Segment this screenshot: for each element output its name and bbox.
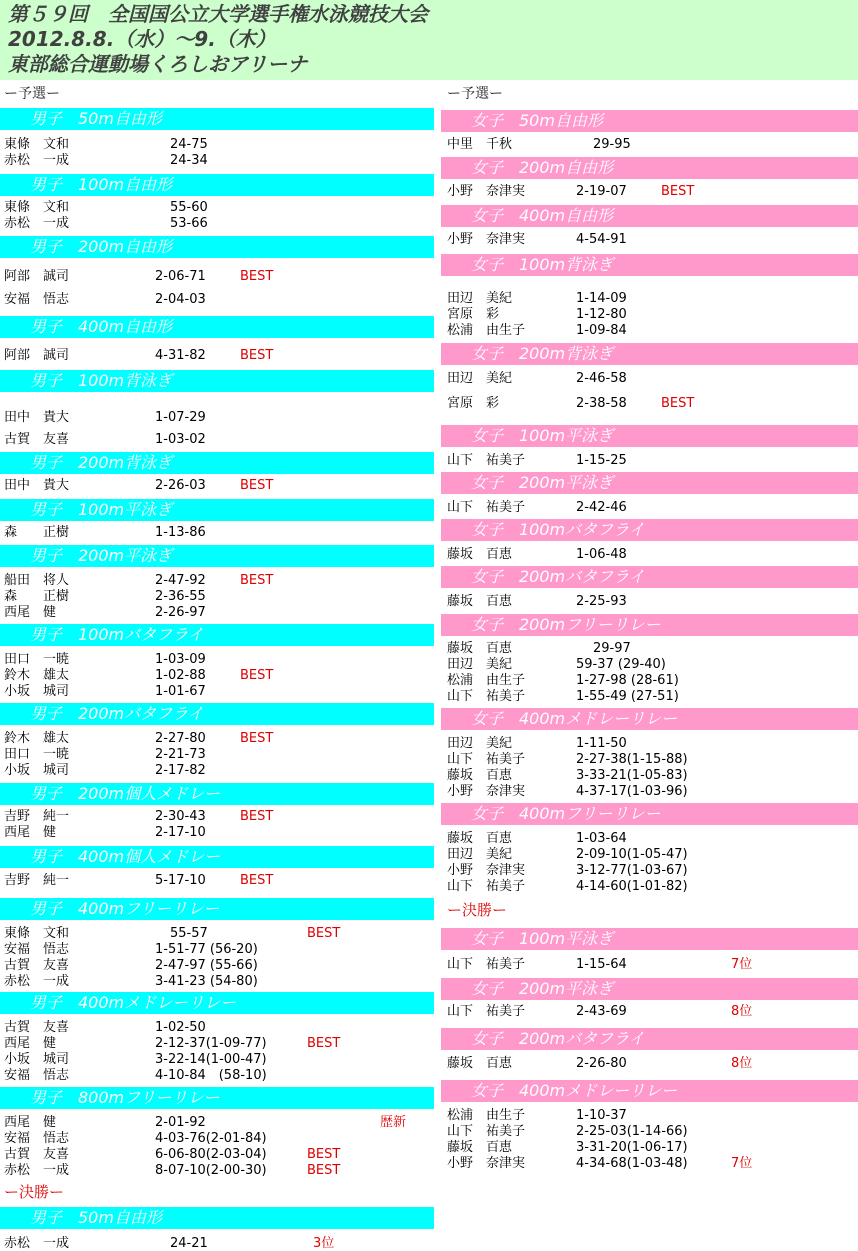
event-title: 男子 800mフリーリレー [30,1088,220,1107]
event-bar [441,425,858,447]
result-row [0,478,434,493]
event-bar [0,846,434,868]
result-row [441,752,858,767]
meet-title: 第５９回 全国国公立大学選手権水泳競技大会 [8,2,428,26]
result-row [441,1124,858,1139]
swimmer-name: 藤坂 百恵 [447,1056,513,1071]
swimmer-name: 西尾 健 [4,825,57,840]
swimmer-name: 小野 奈津実 [447,784,526,799]
event-title: 女子 100m背泳ぎ [471,255,614,274]
result-time: 1-10-37 [576,1108,627,1123]
result-row [0,153,434,168]
swimmer-name: 小坂 城司 [4,763,70,778]
result-time: 4-03-76(2-01-84) [155,1131,267,1146]
event-bar [0,898,434,920]
event-title: 女子 100m平泳ぎ [471,426,614,445]
swimmer-name: 古賀 友喜 [4,1147,70,1162]
swimmer-name: 西尾 健 [4,1036,57,1051]
result-time: 2-27-80 [155,731,206,746]
result-row [0,137,434,152]
result-note: BEST [240,478,274,493]
result-row [0,873,434,888]
event-title: 男子 100mバタフライ [30,625,204,644]
swimmer-name: 鈴木 雄太 [4,668,70,683]
result-row [441,184,858,199]
result-row [441,371,858,386]
result-row [0,731,434,746]
result-row [441,453,858,468]
swimmer-name: 小野 奈津実 [447,1156,526,1171]
swimmer-name: 西尾 健 [4,605,57,620]
swimmer-name: 東條 文和 [4,926,70,941]
event-title: 女子 200m背泳ぎ [471,344,614,363]
meet-venue: 東部総合運動場くろしおアリーナ [8,52,308,76]
result-row [441,1004,858,1019]
result-time: 59-37 (29-40) [576,657,666,672]
result-row [441,768,858,783]
result-note: 7位 [731,1156,753,1171]
result-time: 6-06-80(2-03-04) [155,1147,267,1162]
event-title: 女子 200m平泳ぎ [471,473,614,492]
event-bar [0,108,434,130]
result-time: 4-34-68(1-03-48) [576,1156,688,1171]
event-bar [441,566,858,588]
result-row [0,1115,434,1130]
swimmer-name: 吉野 純一 [4,873,70,888]
result-time: 1-51-77 (56-20) [155,942,258,957]
result-row [0,1131,434,1146]
result-row [0,216,434,231]
result-row [441,1156,858,1171]
result-row [0,652,434,667]
result-row [0,605,434,620]
swimmer-name: 藤坂 百恵 [447,594,513,609]
result-time: 1-01-67 [155,684,206,699]
event-title: 女子 100mバタフライ [471,520,645,539]
result-time: 2-09-10(1-05-47) [576,847,688,862]
result-row [0,825,434,840]
swimmer-name: 赤松 一成 [4,216,70,231]
result-row [0,1163,434,1178]
swimmer-name: 田中 貴大 [4,410,70,425]
event-bar [441,614,858,636]
result-time: 1-27-98 (28-61) [576,673,679,688]
event-bar [0,624,434,646]
result-row [0,926,434,941]
result-row [441,594,858,609]
result-row [441,689,858,704]
swimmer-name: 阿部 誠司 [4,348,70,363]
event-title: 男子 100m背泳ぎ [30,371,173,390]
event-title: 女子 400mメドレーリレー [471,1081,678,1100]
result-time: 4-14-60(1-01-82) [576,879,688,894]
swimmer-name: 藤坂 百恵 [447,1140,513,1155]
result-time: 1-13-86 [155,525,206,540]
result-note: BEST [240,668,274,683]
result-time: 4-31-82 [155,348,206,363]
result-time: 2-36-55 [155,589,206,604]
result-row [0,809,434,824]
event-bar [441,472,858,494]
swimmer-name: 安福 悟志 [4,1068,70,1083]
event-bar [0,236,434,258]
result-row [0,1020,434,1035]
result-row [441,736,858,751]
swimmer-name: 船田 将人 [4,573,70,588]
result-time: 1-15-25 [576,453,627,468]
event-bar [0,452,434,474]
result-row [441,1056,858,1071]
result-time: 1-02-88 [155,668,206,683]
event-title: 女子 200mフリーリレー [471,615,661,634]
result-time: 3-33-21(1-05-83) [576,768,688,783]
event-bar [441,157,858,179]
event-bar [441,1028,858,1050]
swimmer-name: 松浦 由生子 [447,1108,526,1123]
event-bar [0,703,434,725]
result-note: BEST [307,1147,341,1162]
event-title: 女子 100m平泳ぎ [471,929,614,948]
result-time: 2-17-10 [155,825,206,840]
result-row [441,831,858,846]
event-bar [441,254,858,276]
swimmer-name: 田辺 美紀 [447,847,513,862]
swimmer-name: 赤松 一成 [4,1163,70,1178]
result-row [441,500,858,515]
swimmer-name: 藤坂 百恵 [447,831,513,846]
swimmer-name: 安福 悟志 [4,1131,70,1146]
event-title: 女子 200mバタフライ [471,567,645,586]
final-label: ー決勝ー [4,1183,65,1201]
swimmer-name: 東條 文和 [4,200,70,215]
meet-header [0,0,858,80]
result-row [0,1236,434,1251]
result-note: BEST [240,873,274,888]
event-title: 男子 100m平泳ぎ [30,500,173,519]
swimmer-name: 古賀 友喜 [4,1020,70,1035]
event-bar [0,992,434,1014]
result-note: BEST [240,269,274,284]
swimmer-name: 山下 祐美子 [447,1004,526,1019]
result-row [0,292,434,307]
event-bar [0,174,434,196]
result-row [0,410,434,425]
result-time: 2-26-97 [155,605,206,620]
result-time: 2-19-07 [576,184,627,199]
result-row [0,763,434,778]
result-row [441,396,858,411]
result-time: 4-10-84 (58-10) [155,1068,267,1083]
swimmer-name: 鈴木 雄太 [4,731,70,746]
result-row [0,432,434,447]
result-row [441,784,858,799]
result-time: 4-54-91 [576,232,627,247]
event-bar [441,803,858,825]
result-row [0,1147,434,1162]
result-row [441,863,858,878]
result-time: 1-09-84 [576,323,627,338]
swimmer-name: 山下 祐美子 [447,957,526,972]
result-time: 1-07-29 [155,410,206,425]
result-row [0,958,434,973]
event-title: 男子 400m自由形 [30,317,173,336]
result-time: 2-47-97 (55-66) [155,958,258,973]
event-bar [0,545,434,567]
swimmer-name: 田辺 美紀 [447,657,513,672]
result-time: 29-97 [593,641,631,656]
result-row [0,1036,434,1051]
event-title: 女子 200m平泳ぎ [471,979,614,998]
result-row [441,1108,858,1123]
swimmer-name: 藤坂 百恵 [447,641,513,656]
swimmer-name: 山下 祐美子 [447,500,526,515]
result-row [0,525,434,540]
event-title: 女子 400mフリーリレー [471,804,661,823]
swimmer-name: 安福 悟志 [4,942,70,957]
event-bar [441,928,858,950]
result-time: 2-43-69 [576,1004,627,1019]
swimmer-name: 古賀 友喜 [4,432,70,447]
result-row [441,879,858,894]
result-note: 歴新 [380,1115,407,1130]
result-time: 2-01-92 [155,1115,206,1130]
result-time: 1-14-09 [576,291,627,306]
event-title: 男子 50m自由形 [30,109,162,128]
result-time: 1-03-64 [576,831,627,846]
event-title: 女子 50m自由形 [471,111,603,130]
result-note: BEST [307,1036,341,1051]
result-time: 2-06-71 [155,269,206,284]
result-time: 2-42-46 [576,500,627,515]
event-bar [0,783,434,805]
swimmer-name: 森 正樹 [4,525,70,540]
result-time: 3-31-20(1-06-17) [576,1140,688,1155]
result-row [0,200,434,215]
swimmer-name: 小野 奈津実 [447,184,526,199]
event-title: 女子 200m自由形 [471,158,614,177]
result-time: 2-46-58 [576,371,627,386]
swimmer-name: 山下 祐美子 [447,453,526,468]
result-time: 1-55-49 (27-51) [576,689,679,704]
heat-label: ー予選ー [447,86,503,102]
event-title: 女子 400m自由形 [471,206,614,225]
swimmer-name: 田辺 美紀 [447,736,513,751]
swimmer-name: 田中 貴大 [4,478,70,493]
result-time: 24-34 [170,153,208,168]
event-title: 女子 400mメドレーリレー [471,709,678,728]
event-bar [441,978,858,1000]
event-bar [0,499,434,521]
result-row [441,323,858,338]
result-time: 29-95 [593,137,631,152]
swimmer-name: 松浦 由生子 [447,673,526,688]
event-title: 男子 100m自由形 [30,175,173,194]
swimmer-name: 安福 悟志 [4,292,70,307]
result-note: 7位 [731,957,753,972]
result-row [0,1052,434,1067]
result-row [441,657,858,672]
result-time: 1-15-64 [576,957,627,972]
result-row [441,232,858,247]
event-title: 男子 400mフリーリレー [30,899,220,918]
swimmer-name: 小野 奈津実 [447,232,526,247]
event-title: 男子 200mバタフライ [30,704,204,723]
event-title: 男子 200m背泳ぎ [30,453,173,472]
result-row [0,747,434,762]
event-bar [441,110,858,132]
result-time: 1-03-09 [155,652,206,667]
event-bar [0,316,434,338]
result-time: 3-41-23 (54-80) [155,974,258,989]
result-row [0,348,434,363]
swimmer-name: 松浦 由生子 [447,323,526,338]
result-time: 2-04-03 [155,292,206,307]
result-time: 2-26-03 [155,478,206,493]
swimmer-name: 山下 祐美子 [447,689,526,704]
result-note: 8位 [731,1056,753,1071]
swimmer-name: 赤松 一成 [4,153,70,168]
swimmer-name: 森 正樹 [4,589,70,604]
result-row [441,957,858,972]
result-time: 53-66 [170,216,208,231]
event-bar [441,1080,858,1102]
result-note: 8位 [731,1004,753,1019]
event-title: 男子 400m個人メドレー [30,847,221,866]
result-note: BEST [307,926,341,941]
result-time: 2-25-03(1-14-66) [576,1124,688,1139]
result-row [0,1068,434,1083]
result-row [0,269,434,284]
result-time: 2-26-80 [576,1056,627,1071]
result-time: 24-75 [170,137,208,152]
swimmer-name: 山下 祐美子 [447,752,526,767]
result-row [441,291,858,306]
event-title: 男子 200m自由形 [30,237,173,256]
result-note: 3位 [313,1236,335,1251]
result-row [441,547,858,562]
event-bar [441,519,858,541]
result-row [441,641,858,656]
result-row [441,137,858,152]
result-time: 2-25-93 [576,594,627,609]
event-title: 男子 400mメドレーリレー [30,993,237,1012]
swimmer-name: 赤松 一成 [4,974,70,989]
result-row [0,589,434,604]
result-time: 2-21-73 [155,747,206,762]
swimmer-name: 田辺 美紀 [447,371,513,386]
result-time: 1-12-80 [576,307,627,322]
result-note: BEST [661,396,695,411]
swimmer-name: 宮原 彩 [447,396,500,411]
swimmer-name: 宮原 彩 [447,307,500,322]
result-time: 2-47-92 [155,573,206,588]
result-time: 3-12-77(1-03-67) [576,863,688,878]
result-note: BEST [307,1163,341,1178]
result-time: 8-07-10(2-00-30) [155,1163,267,1178]
swimmer-name: 田口 一暁 [4,747,70,762]
result-row [0,974,434,989]
result-row [0,668,434,683]
event-bar [0,370,434,392]
swimmer-name: 赤松 一成 [4,1236,70,1251]
swimmer-name: 山下 祐美子 [447,1124,526,1139]
swimmer-name: 田辺 美紀 [447,291,513,306]
swimmer-name: 藤坂 百恵 [447,768,513,783]
result-time: 2-17-82 [155,763,206,778]
event-title: 男子 200m平泳ぎ [30,546,173,565]
result-note: BEST [240,809,274,824]
result-row [441,673,858,688]
result-time: 1-02-50 [155,1020,206,1035]
result-time: 2-27-38(1-15-88) [576,752,688,767]
heat-label: ー予選ー [4,86,60,102]
result-time: 3-22-14(1-00-47) [155,1052,267,1067]
swimmer-name: 西尾 健 [4,1115,57,1130]
event-bar [441,343,858,365]
swimmer-name: 山下 祐美子 [447,879,526,894]
result-time: 1-11-50 [576,736,627,751]
event-title: 男子 50m自由形 [30,1208,162,1227]
result-note: BEST [661,184,695,199]
result-row [441,1140,858,1155]
result-time: 4-37-17(1-03-96) [576,784,688,799]
result-row [0,942,434,957]
swimmer-name: 小坂 城司 [4,1052,70,1067]
result-time: 2-12-37(1-09-77) [155,1036,267,1051]
swimmer-name: 吉野 純一 [4,809,70,824]
result-time: 1-03-02 [155,432,206,447]
meet-dates: 2012.8.8.（水）～9.（木） [8,27,276,51]
result-note: BEST [240,573,274,588]
event-bar [441,205,858,227]
event-bar [0,1207,434,1229]
result-time: 55-57 [170,926,208,941]
result-note: BEST [240,348,274,363]
result-note: BEST [240,731,274,746]
swimmer-name: 東條 文和 [4,137,70,152]
result-time: 55-60 [170,200,208,215]
swimmer-name: 中里 千秋 [447,137,513,152]
swimmer-name: 阿部 誠司 [4,269,70,284]
swimmer-name: 田口 一暁 [4,652,70,667]
result-time: 2-30-43 [155,809,206,824]
result-time: 24-21 [170,1236,208,1251]
swimmer-name: 小坂 城司 [4,684,70,699]
event-title: 女子 200mバタフライ [471,1029,645,1048]
swimmer-name: 小野 奈津実 [447,863,526,878]
result-row [441,847,858,862]
event-title: 男子 200m個人メドレー [30,784,221,803]
swimmer-name: 藤坂 百恵 [447,547,513,562]
result-row [0,573,434,588]
final-label: ー決勝ー [447,901,508,919]
swimmer-name: 古賀 友喜 [4,958,70,973]
result-time: 1-06-48 [576,547,627,562]
event-bar [441,708,858,730]
result-time: 5-17-10 [155,873,206,888]
event-bar [0,1087,434,1109]
result-row [441,307,858,322]
result-time: 2-38-58 [576,396,627,411]
result-row [0,684,434,699]
